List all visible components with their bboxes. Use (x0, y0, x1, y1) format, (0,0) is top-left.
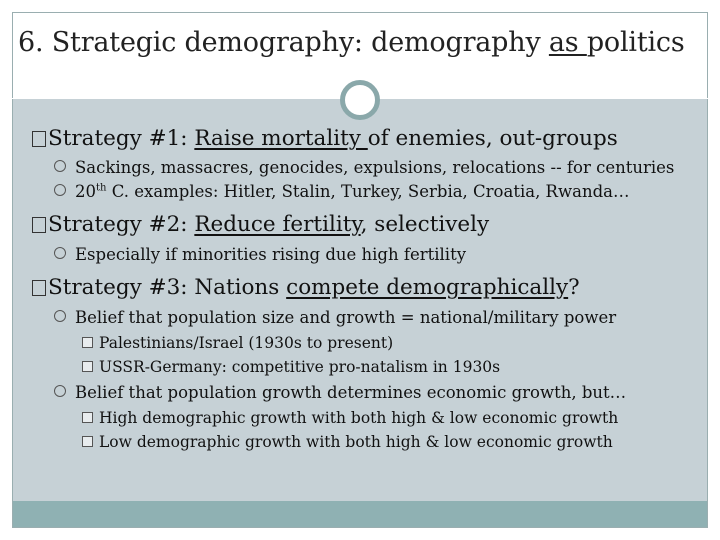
title-text: 6. Strategic demography: demography (18, 27, 549, 58)
title-underlined: as (548, 27, 587, 58)
ring-bullet-icon (54, 184, 66, 196)
strategy-2-item: Especially if minorities rising due high fertility (54, 245, 466, 264)
strategy-3-subitem: USSR-Germany: competitive pro-natalism in 1930s (82, 358, 500, 376)
strategy-1-item: 20th C. examples: Hitler, Stalin, Turkey, Serbia, Croatia, Rwanda… (54, 182, 629, 201)
ring-bullet-icon (54, 247, 66, 259)
strategy-3-item: Belief that population size and growth = national/military power (54, 308, 616, 327)
ring-bullet-icon (54, 160, 66, 172)
strategy-2-heading: Strategy #2: Reduce fertility, selectively (32, 212, 489, 237)
square-bullet-icon (32, 131, 46, 147)
small-square-bullet-icon (82, 412, 93, 423)
strategy-3-item: Belief that population growth determines economic growth, but… (54, 383, 626, 402)
strategy-1-item: Sackings, massacres, genocides, expulsions, relocations -- for centuries (54, 158, 674, 177)
ring-bullet-icon (54, 310, 66, 322)
small-square-bullet-icon (82, 361, 93, 372)
ring-bullet-icon (54, 385, 66, 397)
title-end: politics (586, 27, 685, 58)
strategy-3-heading: Strategy #3: Nations compete demographically? (32, 275, 580, 300)
strategy-3-subitem: Palestinians/Israel (1930s to present) (82, 334, 393, 352)
strategy-3-subitem: Low demographic growth with both high & low economic growth (82, 433, 613, 451)
strategy-1-heading: Strategy #1: Raise mortality of enemies, out-groups (32, 126, 618, 151)
slide-title (18, 27, 708, 58)
strategy-3-subitem: High demographic growth with both high & low economic growth (82, 409, 618, 427)
square-bullet-icon (32, 217, 46, 233)
square-bullet-icon (32, 280, 46, 296)
small-square-bullet-icon (82, 337, 93, 348)
small-square-bullet-icon (82, 436, 93, 447)
divider-circle-ornament (340, 80, 380, 120)
